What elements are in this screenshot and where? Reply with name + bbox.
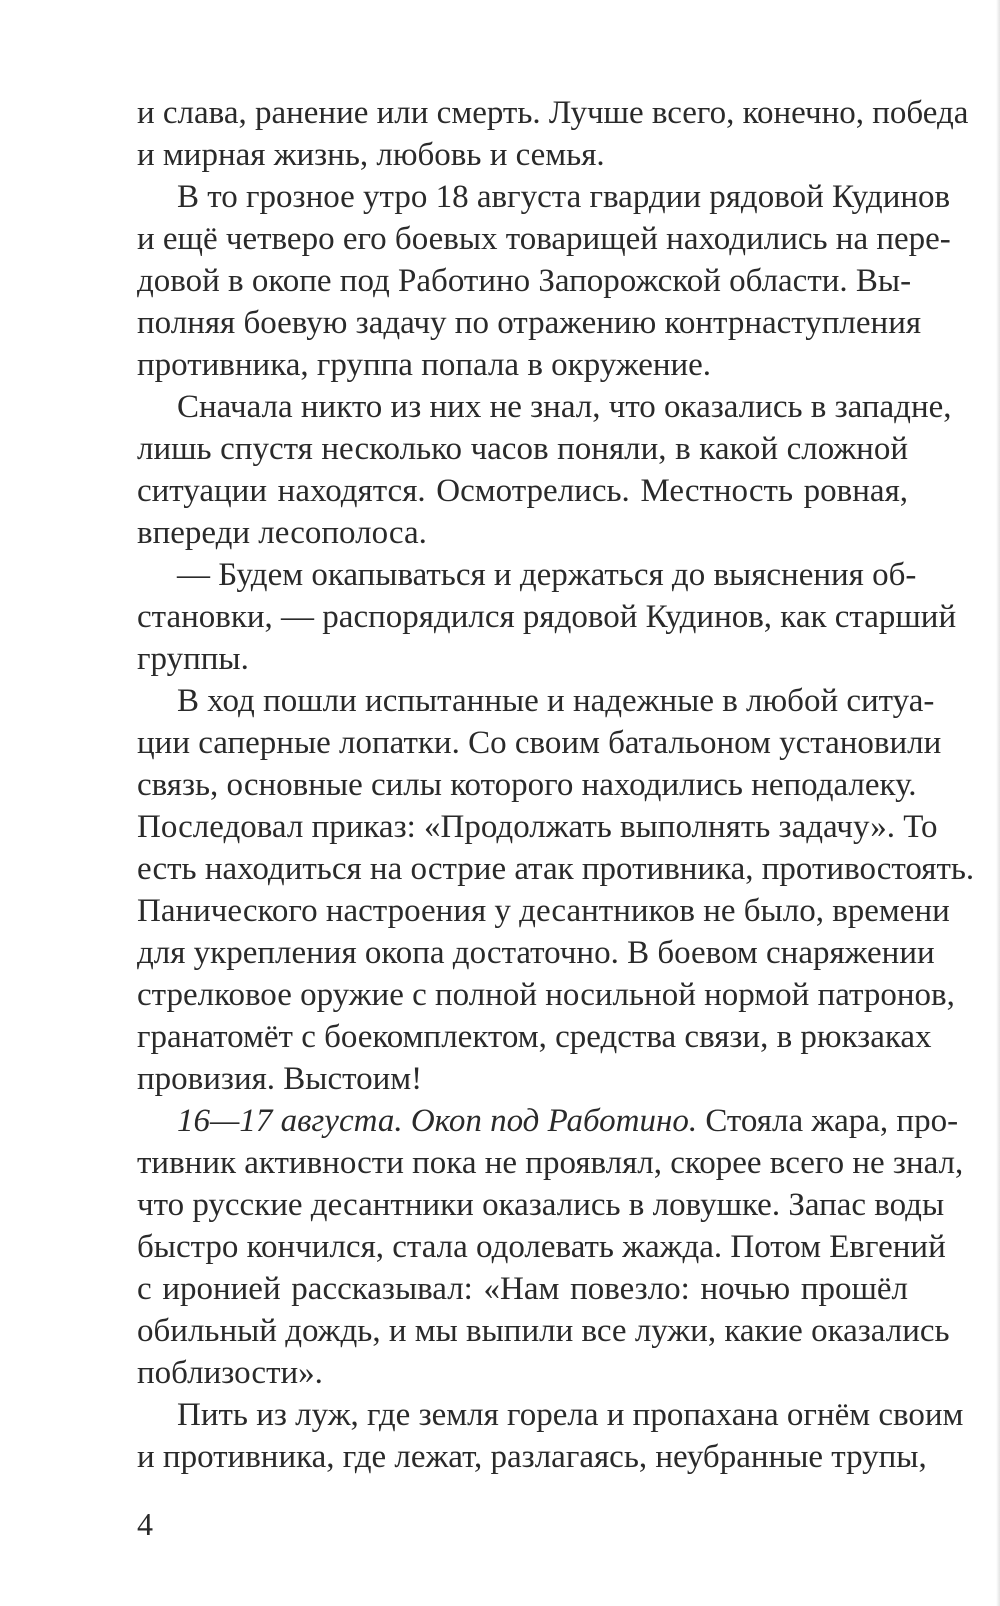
text-line: связь, основные силы которого находились неподалеку. [137, 767, 917, 803]
text-line: лишь спустя несколько часов поняли, в какой сложной [137, 431, 908, 467]
text-line: впереди лесополоса. [137, 515, 427, 551]
text-line: противника, группа попала в окружение. [137, 347, 712, 383]
text-line: гранатомёт с боекомплектом, средства связи, в рюкзаках [137, 1019, 932, 1055]
text-line: ситуации находятся. Осмотрелись. Местность ровная, [137, 473, 908, 509]
text-line: — Будем окапываться и держаться до выяснения об- [177, 557, 917, 593]
text-line: Последовал приказ: «Продолжать выполнять задачу». То [137, 809, 938, 845]
text-line: есть находиться на острие атак противника, противостоять. [137, 851, 975, 887]
text-line: и слава, ранение или смерть. Лучше всего, конечно, победа [137, 95, 969, 131]
text-line: поблизости». [137, 1355, 323, 1391]
text-line: тивник активности пока не проявлял, скорее всего не знал, [137, 1145, 964, 1181]
page-number: 4 [137, 1506, 153, 1542]
text-line: и противника, где лежат, разлагаясь, неубранные трупы, [137, 1439, 927, 1475]
text-line: что русские десантники оказались в ловушке. Запас воды [137, 1187, 945, 1223]
text-line: В то грозное утро 18 августа гвардии рядовой Кудинов [177, 179, 951, 215]
text-line: довой в окопе под Работино Запорожской области. Вы- [137, 263, 912, 299]
text-line-with-italic-lead [177, 1100, 959, 1142]
text-line: Сначала никто из них не знал, что оказались в западне, [177, 389, 952, 425]
text-line: для укрепления окопа достаточно. В боевом снаряжении [137, 935, 935, 971]
text-line: стрелковое оружие с полной носильной нормой патронов, [137, 977, 955, 1013]
text-line: ции саперные лопатки. Со своим батальоном установили [137, 725, 942, 761]
text-line: обильный дождь, и мы выпили все лужи, какие оказались [137, 1313, 950, 1349]
text-line-rest: Стояла жара, про- [705, 1103, 959, 1139]
text-line: группы. [137, 641, 249, 677]
text-line: быстро кончился, стала одолевать жажда. Потом Евгений [137, 1229, 946, 1265]
text-line: Пить из луж, где земля горела и пропахана огнём своим [177, 1397, 964, 1433]
text-line: Панического настроения у десантников не было, времени [137, 893, 950, 929]
page-edge-shadow [996, 0, 1000, 1606]
text-line: В ход пошли испытанные и надежные в любой ситуа- [177, 683, 935, 719]
text-line: полняя боевую задачу по отражению контрнаступления [137, 305, 922, 341]
text-line: становки, — распорядился рядовой Кудинов, как старший [137, 599, 957, 635]
italic-date-heading: 16—17 августа. Окоп под Работино. [177, 1103, 698, 1139]
text-line: и ещё четверо его боевых товарищей находились на пере- [137, 221, 951, 257]
text-line: с иронией рассказывал: «Нам повезло: ночью прошёл [137, 1271, 908, 1307]
text-line: и мирная жизнь, любовь и семья. [137, 137, 605, 173]
text-line: провизия. Выстоим! [137, 1061, 423, 1097]
